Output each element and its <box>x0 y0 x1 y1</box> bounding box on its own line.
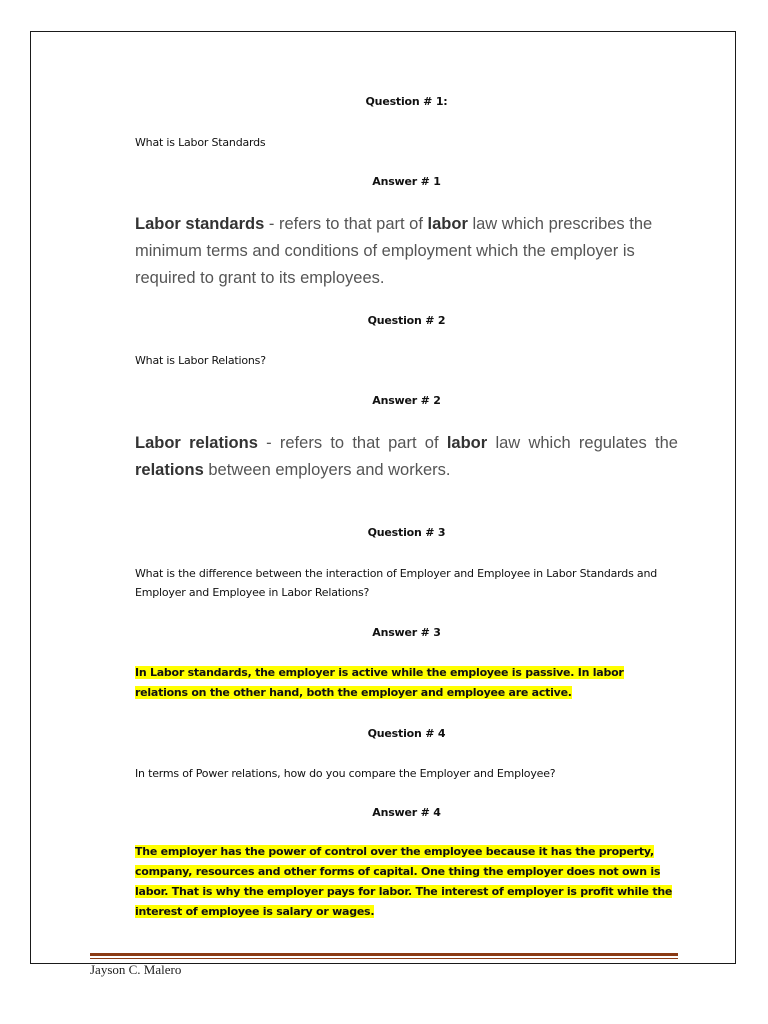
answer-3-heading: Answer # 3 <box>372 626 441 639</box>
question-3-heading: Question # 3 <box>367 526 446 539</box>
question-2-heading: Question # 2 <box>367 314 446 327</box>
footer-rule-thin <box>90 958 678 959</box>
document-content <box>135 0 678 1024</box>
answer-1-heading: Answer # 1 <box>372 175 441 188</box>
answer-4-text <box>135 842 678 922</box>
answer-2-text <box>135 430 678 484</box>
answer-4-highlight: The employer has the power of control over the employee because it has the property, company, resources and other forms of capital. One thing the employer does not own is labor. That is why the employer pays for labor. The interest of employer is profit while the interest of employee is salary or wages. <box>135 845 673 918</box>
answer-2-part1: - refers to that part of <box>257 434 447 452</box>
answer-1-part1: - refers to that part of <box>264 215 428 233</box>
footer-rule-thick <box>90 953 678 956</box>
question-3-text: What is the difference between the interaction of Employer and Employee in Labor Standards and Employer and Employee in Labor Relations? <box>135 567 657 599</box>
question-1-text: What is Labor Standards <box>135 136 266 149</box>
answer-1-term: Labor standards <box>135 215 265 233</box>
answer-2-bold2: relations <box>135 461 204 479</box>
question-4-heading: Question # 4 <box>367 727 446 740</box>
answer-2-heading: Answer # 2 <box>372 394 441 407</box>
question-2-text: What is Labor Relations? <box>135 354 266 367</box>
answer-3-highlight: In Labor standards, the employer is active while the employee is passive. In labor relations on the other hand, both the employer and employee are active. <box>135 666 624 699</box>
answer-1-part2: law which prescribes the minimum terms and conditions of employment which the employer is required to grant to its employees. <box>135 215 653 287</box>
answer-2-bold1: labor <box>446 434 488 452</box>
answer-2-part3: between employers and workers. <box>203 461 451 479</box>
answer-1-text <box>135 211 678 292</box>
answer-2-term: Labor relations <box>135 434 258 452</box>
footer-author: Jayson C. Malero <box>90 962 182 977</box>
answer-1-bold1: labor <box>427 215 468 233</box>
question-1-heading: Question # 1: <box>365 95 448 108</box>
answer-4-heading: Answer # 4 <box>372 806 441 819</box>
answer-3-text <box>135 663 678 703</box>
answer-2-part2: law which regulates the <box>487 434 678 452</box>
question-4-text: In terms of Power relations, how do you compare the Employer and Employee? <box>135 767 556 780</box>
